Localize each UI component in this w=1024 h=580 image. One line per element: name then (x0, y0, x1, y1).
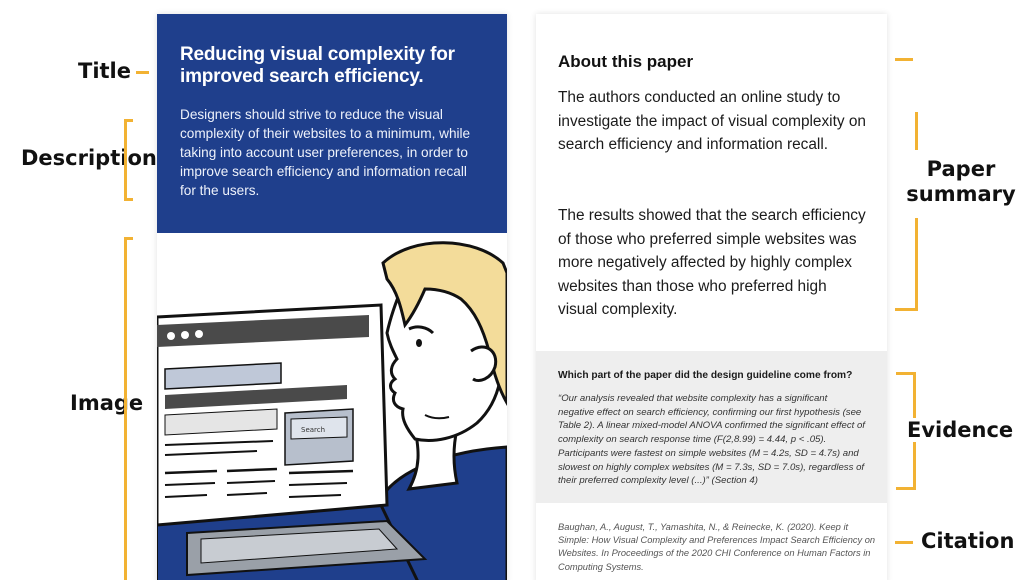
guideline-title: Reducing visual complexity for improved search efficiency. (180, 44, 455, 87)
guideline-card (157, 14, 507, 580)
annotation-paper-summary-line1: Paper (926, 157, 996, 181)
annotation-title: Title (78, 59, 132, 83)
annotation-title-dash (136, 71, 149, 74)
annotation-description-bracket (124, 119, 133, 201)
summary-heading: About this paper (558, 52, 694, 71)
annotation-summary-bar-top (915, 112, 918, 150)
annotation-summary-foot (895, 308, 918, 311)
evidence-question: Which part of the paper did the design guideline come from? (558, 370, 853, 381)
summary-paragraph-2: The results showed that the search efficiency of those who preferred simple websites was more negatively affected by highly complex websites than those who preferred high visual complexity. (558, 207, 866, 318)
guideline-description: Designers should strive to reduce the visual complexity of their websites to a minimum, while taking into account user preferences, in order to improve search efficiency and information recall for the users. (180, 107, 471, 198)
annotation-image: Image (70, 391, 144, 415)
annotation-description: Description (21, 146, 157, 170)
guideline-illustration (157, 233, 507, 580)
annotation-citation: Citation (921, 529, 1015, 553)
citation-text: Baughan, A., August, T., Yamashita, N., & Reinecke, K. (2020). Keep it Simple: How Visual Complexity and Preferences Impact Search Efficiency on Websites. In Proceedings of the 2020 CHI Conference on Human Factors in Computing Systems. (558, 522, 876, 572)
guideline-header (157, 14, 507, 233)
evidence-quote: “Our analysis revealed that website complexity has a significant negative effect on search efficiency, confirming our first hypothesis (see Table 2). A linear mixed-model ANOVA confirmed the significant effect of complexity on search response time (F(2,8.99) = 4.44, p < .05). Participants were fastest on simple websites (M = 4.2s, SD = 4.7s) and slowest on highly complex websites (M = 7.3s, SD = 7.0s), regardless of their preferred complexity level (...)” (Section 4) (558, 393, 865, 487)
annotation-paper-summary (902, 157, 1020, 207)
illustration-screen-text: Search (301, 426, 326, 434)
annotation-summary-bar-bottom (915, 218, 918, 310)
summary-card (536, 14, 887, 580)
annotation-image-bracket (124, 237, 133, 580)
evidence-box (536, 351, 887, 503)
annotation-heading-dash (895, 58, 913, 61)
summary-paragraph-1: The authors conducted an online study to investigate the impact of visual complexity on search efficiency and information recall. (558, 89, 866, 153)
annotation-citation-dash (895, 541, 913, 544)
annotation-paper-summary-line2: summary (906, 182, 1016, 206)
annotation-evidence: Evidence (907, 418, 1014, 442)
